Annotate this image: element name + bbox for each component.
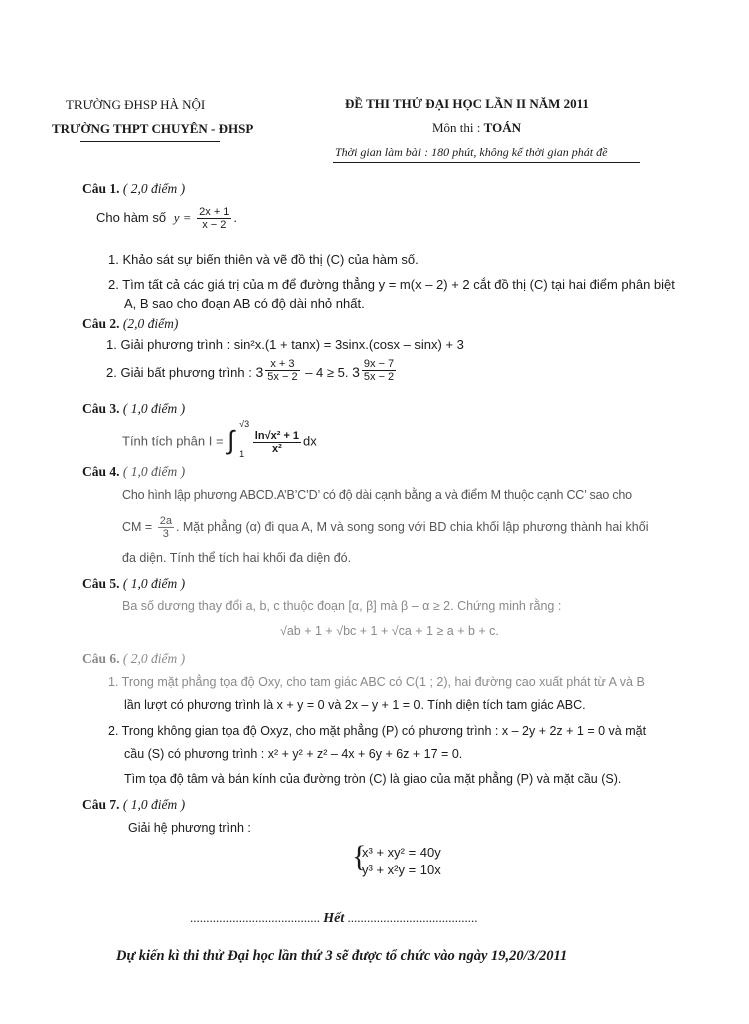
end-dots-right: ........................................ [347, 910, 478, 925]
q4-frac-num: 2a [159, 515, 172, 527]
q7-title: Câu 7. [82, 797, 120, 812]
q3-title: Câu 3. [82, 401, 120, 416]
q2-exp2-num: 9x − 7 [363, 358, 395, 370]
q4-line2 [122, 515, 649, 540]
q2-mid: – 4 ≥ 5. [305, 365, 349, 380]
q2-exp1-num: x + 3 [265, 358, 299, 371]
q6-item2b: cầu (S) có phương trình : x² + y² + z² – 4x + 6y + 6z + 17 = 0. [124, 747, 463, 761]
q1-intro: Cho hàm số [96, 209, 167, 225]
q4-line1: Cho hình lập phương ABCD.A’B’C’D’ có độ dài cạnh bằng a và điểm M thuộc cạnh CC’ sao cho [122, 488, 632, 502]
q2-item2: 2. Giải bất phương trình : 3 $\frac{x + 3}{5x - 2}$ – 4 ≥ 5. 3 $\frac{9x - 7}{5x - 2}$ [106, 358, 395, 383]
q5-line1: Ba số dương thay đổi a, b, c thuộc đoạn [α, β] mà β – α ≥ 2. Chứng minh rằng : [122, 599, 562, 613]
q1-func-den: x − 2 [202, 219, 227, 231]
end-label: Hết [323, 911, 345, 926]
q2-exp2 [362, 358, 396, 383]
q6-item1a: 1. Trong mặt phẳng tọa độ Oxy, cho tam giác ABC có C(1 ; 2), hai đường cao xuất phát từ A và B [108, 675, 645, 689]
q4-fraction [158, 515, 174, 540]
q5-inequality: √ab + 1 + √bc + 1 + √ca + 1 ≥ a + b + c. [280, 624, 499, 638]
time-note-underline [333, 162, 640, 163]
subject-name: TOÁN [483, 120, 521, 135]
q7-text: Giải hệ phương trình : [128, 821, 251, 835]
q3-upper: √3 [239, 419, 250, 429]
q4-frac-den: 3 [162, 528, 169, 540]
q2-title: Câu 2. [82, 316, 120, 331]
q3-lower: 1 [239, 449, 245, 459]
q4-line3: đa diện. Tính thể tích hai khối đa diện đó. [122, 551, 352, 565]
system-brace: { [352, 840, 367, 873]
q7-eq1: x³ + xy² = 40y [362, 845, 441, 860]
q1-item2b: A, B sao cho đoạn AB có độ dài nhỏ nhất. [124, 296, 365, 311]
q6-item1b: lần lượt có phương trình là x + y = 0 và 2x – y + 1 = 0. Tính diện tích tam giác ABC. [124, 698, 586, 712]
q2-points: (2,0 điểm) [122, 316, 179, 331]
school-underline [80, 141, 220, 142]
end-line [190, 910, 478, 927]
q7-eq2: y³ + x²y = 10x [362, 862, 441, 877]
q7-points: ( 1,0 điểm ) [122, 797, 186, 812]
q1-fraction [197, 206, 231, 231]
q6-heading [82, 651, 185, 667]
q1-item2a: 2. Tìm tất cả các giá trị của m để đường thẳng y = m(x – 2) + 2 cắt đồ thị (C) tại hai điểm phân biệt [108, 277, 675, 292]
q1-func-lhs: y = [173, 209, 192, 225]
q2-heading [82, 316, 178, 332]
q3-integrand-den: x² [272, 442, 282, 455]
q1-heading [82, 181, 185, 197]
q1-func-num: 2x + 1 [199, 206, 230, 218]
q1-function: Cho hàm số y = $\frac{2x + 1}{x - 2}$ . [96, 206, 238, 231]
q4-points: ( 1,0 điểm ) [122, 464, 186, 479]
q6-title: Câu 6. [82, 651, 120, 666]
q6-item2c: Tìm tọa độ tâm và bán kính của đường tròn (C) là giao của mặt phẳng (P) và mặt cầu (S). [124, 772, 622, 786]
q2-exp1-den: 5x − 2 [267, 371, 298, 383]
q3-points: ( 1,0 điểm ) [122, 401, 186, 416]
school-name-1: TRƯỜNG ĐHSP HÀ NỘI [66, 97, 206, 112]
time-note: Thời gian làm bài : 180 phút, không kể thời gian phát đề [335, 145, 608, 159]
exam-title: ĐỀ THI THỬ ĐẠI HỌC LẦN II NĂM 2011 [345, 96, 589, 111]
q4-title: Câu 4. [82, 464, 120, 479]
q1-item1: 1. Khảo sát sự biến thiên và vẽ đồ thị (C) của hàm số. [108, 252, 419, 267]
q3-integrand [253, 430, 301, 455]
q3-heading [82, 401, 185, 417]
q3-text: Tính tích phân I = [122, 433, 224, 449]
q5-title: Câu 5. [82, 576, 120, 591]
q7-heading [82, 797, 185, 813]
q4-heading [82, 464, 185, 480]
q6-item2a: 2. Trong không gian tọa độ Oxyz, cho mặt phẳng (P) có phương trình : x – 2y + 2z + 1 = 0 và mặt [108, 724, 647, 738]
q5-points: ( 1,0 điểm ) [122, 576, 186, 591]
q3-integral [122, 419, 317, 459]
q1-points: ( 2,0 điểm ) [122, 181, 186, 196]
school-name-2: TRƯỜNG THPT CHUYÊN - ĐHSP [52, 121, 254, 136]
subject-line [432, 120, 521, 136]
q1-title: Câu 1. [82, 181, 120, 196]
next-exam-note: Dự kiến kì thi thử Đại học lần thứ 3 sẽ được tổ chức vào ngày 19,20/3/2011 [116, 948, 568, 964]
q2-exp2-den: 5x − 2 [363, 371, 395, 383]
q2-exp1 [265, 358, 299, 383]
q2-item1: 1. Giải phương trình : sin²x.(1 + tanx) = 3sinx.(cosx – sinx) + 3 [106, 337, 464, 352]
end-dots-left: ........................................ [190, 910, 320, 925]
q4-line2-text: . Mặt phẳng (α) đi qua A, M và song song với BD chia khối lập phương thành hai khối [175, 519, 649, 534]
q4-cm: CM = [122, 519, 153, 534]
q5-heading [82, 576, 185, 592]
q3-dx: dx [303, 433, 317, 449]
q6-points: ( 2,0 điểm ) [122, 651, 186, 666]
q2-item2-label: 2. Giải bất phương trình : [106, 365, 252, 380]
subject-label: Môn thi : [432, 120, 484, 135]
integral-sign: ∫ √3 1 [227, 419, 250, 459]
q3-integrand-num: ln√x² + 1 [254, 429, 300, 442]
